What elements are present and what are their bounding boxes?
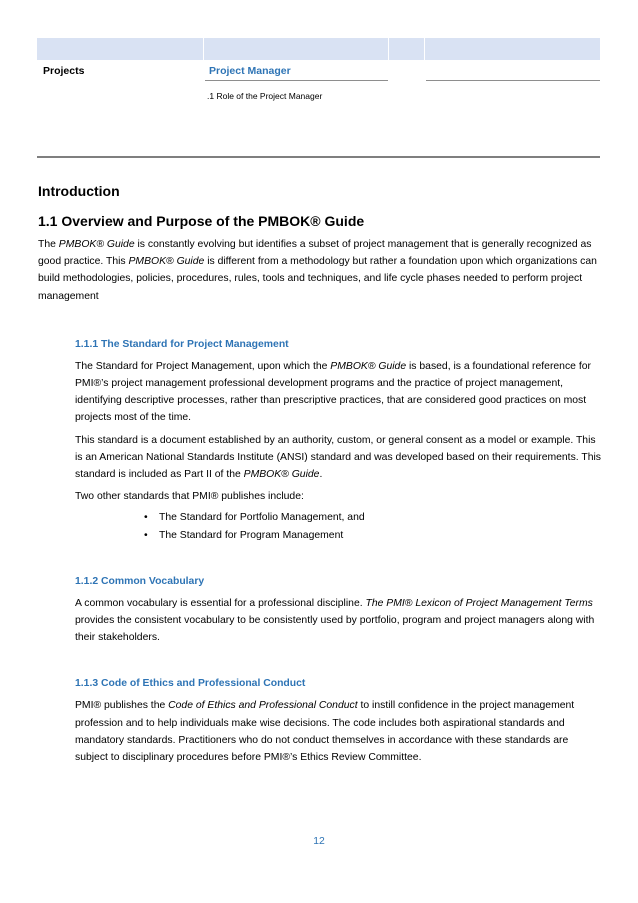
header-table [37,38,600,158]
list-item: • The Standard for Portfolio Management, and [144,509,601,526]
role-of-project-manager-item: .1 Role of the Project Manager [207,91,323,101]
column-divider [203,38,204,60]
standards-list [75,509,601,543]
standard-paragraph-3: Two other standards that PMI® publishes include: [75,491,304,503]
ethics-paragraph: PMI® publishes the Code of Ethics and Professional Conduct to instill confidence in the project management profession and to help individuals make wise decisions. The code includes both aspirational standards and mandatory standards. Practitioners who do not conduct themselves in accordance with these standards are subject to disciplinary procedures before PMI®’s Ethics Review Committee. [75,700,575,764]
column-divider [388,38,389,60]
ethics-heading: 1.1.3 Code of Ethics and Professional Conduct [75,678,306,690]
header-band [37,38,600,60]
section-ethics [75,675,601,766]
introduction-heading: Introduction [38,183,120,199]
projects-column-title: Projects [43,65,85,77]
vocabulary-heading: 1.1.2 Common Vocabulary [75,575,205,587]
section-standard [75,336,601,544]
column-underline [205,80,388,81]
overview-paragraph: The PMBOK® Guide is constantly evolving but identifies a subset of project management that is generally recognized as good practice. This PMBOK® Guide is different from a methodology but rather a foundation upon which organizations can build methodologies, policies, procedures, rules, tools and techniques, and life cycle phases needed to perform project management [38,239,597,302]
table-bottom-rule [37,156,600,158]
page-number: 12 [313,836,325,847]
section-vocabulary [75,573,601,647]
project-manager-column-title: Project Manager [209,65,291,77]
overview-heading: 1.1 Overview and Purpose of the PMBOK® Guide [38,213,365,229]
standard-paragraph-1: The Standard for Project Management, upon which the PMBOK® Guide is based, is a foundational reference for PMI®’s project management professional development programs and the practice of project management, identifying descriptive processes, rather than prescriptive practices, that are considered good practices on most projects most of the time. [75,360,591,424]
document-body [38,182,601,766]
list-item: • The Standard for Program Management [144,527,601,544]
standard-paragraph-2: This standard is a document established by an authority, custom, or general consent as a model or example. This is an American National Standards Institute (ANSI) standard and was developed based on their requirements. This standard is included as Part II of the PMBOK® Guide. [75,434,601,481]
vocabulary-paragraph: A common vocabulary is essential for a professional discipline. The PMI® Lexicon of Project Management Terms provides the consistent vocabulary to be consistently used by portfolio, program and project managers along with their stakeholders. [75,597,595,644]
standard-heading: 1.1.1 The Standard for Project Management [75,338,289,350]
column-divider [424,38,425,60]
column-underline [426,80,600,81]
